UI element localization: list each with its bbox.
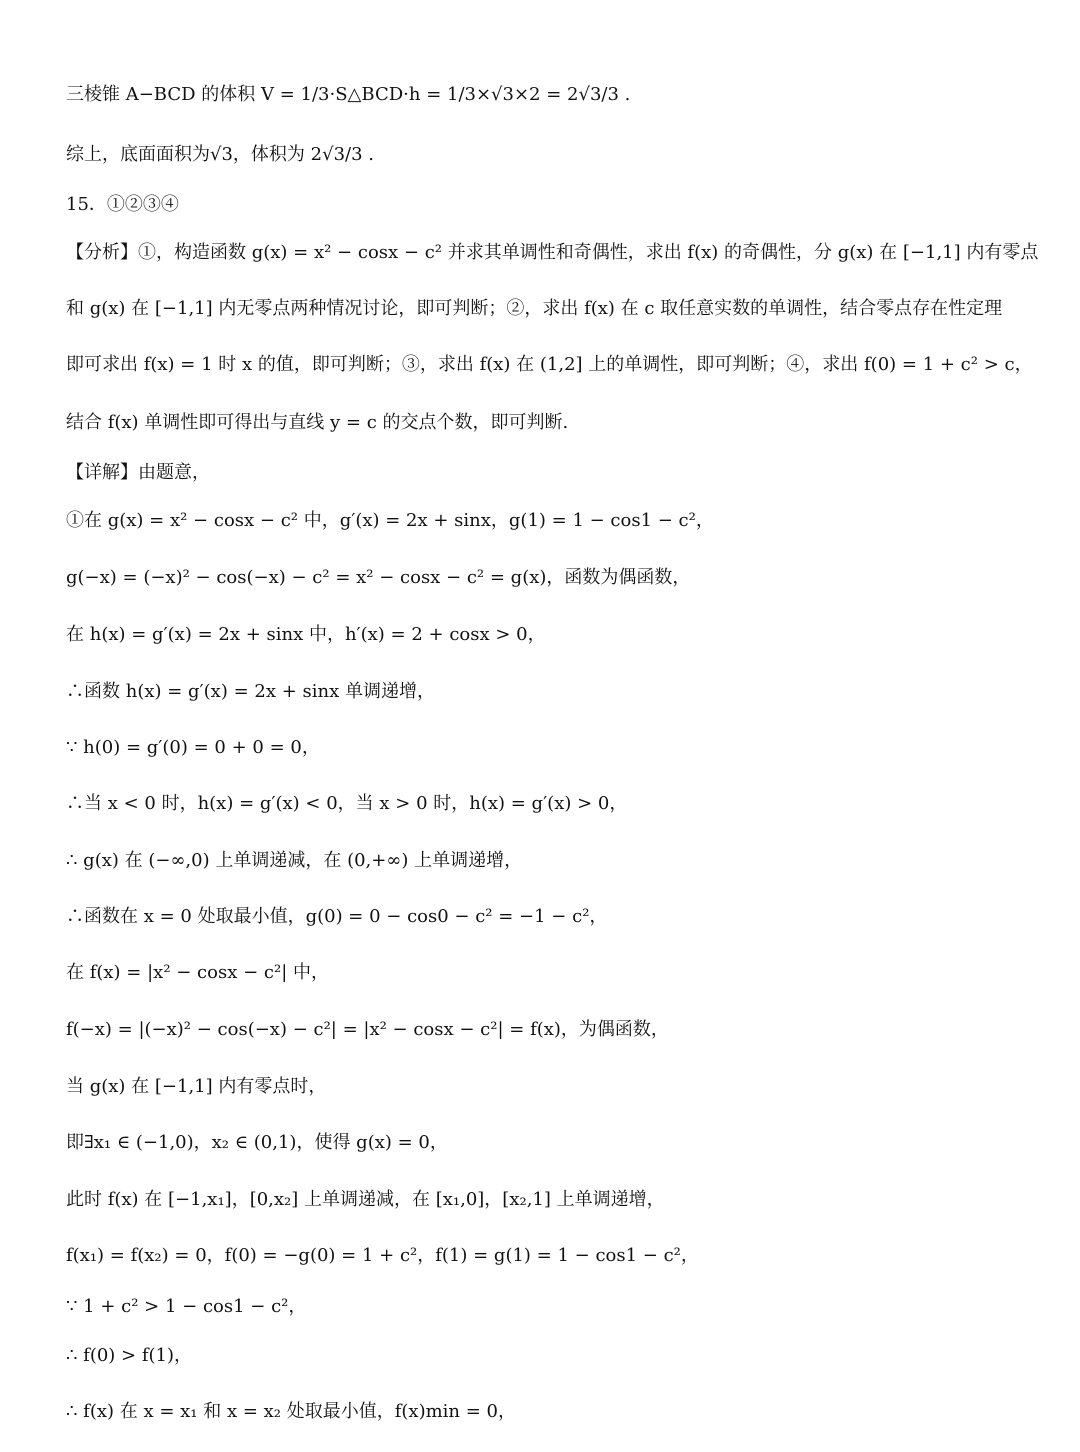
- text-line: ∵ 1 + c² > 1 − cos1 − c²，: [66, 1296, 307, 1317]
- text-line: 即可求出 f(x) = 1 时 x 的值，即可判断；③，求出 f(x) 在 (1,2] 上的单调性，即可判断；④，求出 f(0) = 1 + c² > c，: [66, 354, 1033, 375]
- text-line: 和 g(x) 在 [−1,1] 内无零点两种情况讨论，即可判断；②，求出 f(x) 在 c 取任意实数的单调性，结合零点存在性定理: [66, 298, 1003, 319]
- text-line: 当 g(x) 在 [−1,1] 内有零点时，: [66, 1076, 327, 1097]
- text-line: 结合 f(x) 单调性即可得出与直线 y = c 的交点个数，即可判断.: [66, 412, 569, 433]
- text-line: ∵ h(0) = g′(0) = 0 + 0 = 0，: [66, 737, 320, 758]
- text-line: 三棱锥 A−BCD 的体积 V = 1/3·S△BCD·h = 1/3×√3×2 = 2√3/3 .: [66, 84, 631, 105]
- text-line: 即∃x₁ ∈ (−1,0)，x₂ ∈ (0,1)，使得 g(x) = 0，: [66, 1132, 448, 1153]
- text-line: 综上，底面面积为√3，体积为 2√3/3 .: [66, 144, 374, 165]
- text-line: 在 h(x) = g′(x) = 2x + sinx 中，h′(x) = 2 + cosx > 0，: [66, 624, 546, 645]
- text-line: ∴ f(x) 在 x = x₁ 和 x = x₂ 处取最小值，f(x)min = 0，: [66, 1401, 516, 1422]
- text-line: ∴当 x < 0 时，h(x) = g′(x) < 0，当 x > 0 时，h(x) = g′(x) > 0，: [66, 793, 628, 814]
- text-line: 【详解】由题意，: [66, 462, 210, 483]
- text-line: g(−x) = (−x)² − cos(−x) − c² = x² − cosx − c² = g(x)，函数为偶函数，: [66, 567, 691, 588]
- text-line: 【分析】①，构造函数 g(x) = x² − cosx − c² 并求其单调性和奇偶性，求出 f(x) 的奇偶性，分 g(x) 在 [−1,1] 内有零点: [66, 242, 1039, 263]
- text-line: f(−x) = |(−x)² − cos(−x) − c²| = |x² − cosx − c²| = f(x)，为偶函数，: [66, 1019, 669, 1040]
- text-line: 此时 f(x) 在 [−1,x₁]，[0,x₂] 上单调递减，在 [x₁,0]，[x₂,1] 上单调递增，: [66, 1189, 665, 1210]
- text-line: f(x₁) = f(x₂) = 0，f(0) = −g(0) = 1 + c²，f(1) = g(1) = 1 − cos1 − c²，: [66, 1245, 699, 1266]
- text-line: ∴ g(x) 在 (−∞,0) 上单调递减，在 (0,+∞) 上单调递增，: [66, 850, 523, 871]
- text-line: ①在 g(x) = x² − cosx − c² 中，g′(x) = 2x + sinx，g(1) = 1 − cos1 − c²，: [66, 510, 714, 531]
- text-line: 在 f(x) = |x² − cosx − c²| 中，: [66, 962, 329, 983]
- text-line: ∴函数 h(x) = g′(x) = 2x + sinx 单调递增，: [66, 681, 435, 702]
- text-line: ∴ f(0) > f(1)，: [66, 1345, 193, 1366]
- text-line: 15．①②③④: [66, 194, 179, 215]
- text-line: ∴函数在 x = 0 处取最小值，g(0) = 0 − cos0 − c² = −1 − c²，: [66, 906, 608, 927]
